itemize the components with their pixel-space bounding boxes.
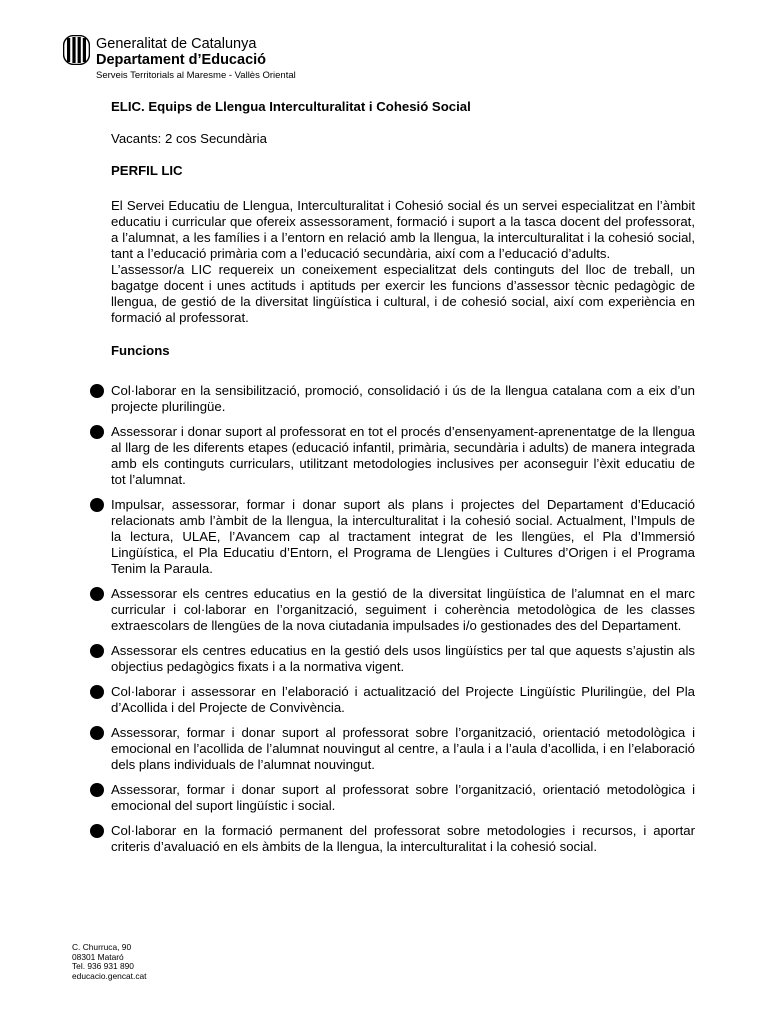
department-name: Departament d’Educació <box>96 52 267 68</box>
function-item <box>90 383 695 415</box>
function-item <box>90 684 695 716</box>
vacancies-text: Vacants: 2 cos Secundària <box>111 131 267 146</box>
profile-paragraph-1: El Servei Educatiu de Llengua, Interculturalitat i Cohesió social és un servei especialitzat en l’àmbit educatiu i curricular que ofereix assessorament, formació i suport a la tasca docent del professorat, a l’alumnat, a les famílies i a l’entorn en relació amb la llengua, la interculturalitat i la cohesió social, tant a l’educació primària com a l’educació secundària, així com a l’educació d’adults. <box>111 198 695 261</box>
function-text: Assessorar, formar i donar suport al professorat sobre l’organització, orientació metodològica i emocional en l’acollida de l’alumnat nouvingut al centre, a l’aula i a l’aula d’acollida, i en l’elaboració dels plans individuals de l’alumnat nouvingut. <box>111 725 695 772</box>
document-title: ELIC. Equips de Llengua Interculturalitat i Cohesió Social <box>111 99 471 114</box>
territorial-service: Serveis Territorials al Maresme - Vallès Oriental <box>96 70 296 81</box>
function-text: Assessorar i donar suport al professorat en tot el procés d’ensenyament-aprenentatge de la llengua al llarg de les diferents etapes (educació infantil, primària, secundària i adults) de manera integrada amb els continguts curriculars, utilitzant metodologies inclusives per aconseguir l’èxit educatiu de tot l’alumnat. <box>111 424 695 487</box>
generalitat-logo-icon <box>63 35 90 65</box>
function-item <box>90 586 695 634</box>
function-item <box>90 782 695 814</box>
bullet-icon <box>90 425 104 439</box>
functions-list <box>111 383 695 855</box>
bullet-icon <box>90 726 104 740</box>
org-name: Generalitat de Catalunya <box>96 36 257 52</box>
footer-address: C. Churruca, 90 <box>72 942 132 952</box>
profile-paragraph-2: L’assessor/a LIC requereix un coneixement especialitzat dels continguts del lloc de treball, un bagatge docent i unes actituds i aptituds per exercir les funcions d’assessor tècnic pedagògic de llengua, de gestió de la diversitat lingüística i cultural, i de cohesió social, així com experiència en formació al professorat. <box>111 262 695 325</box>
bullet-icon <box>90 587 104 601</box>
bullet-icon <box>90 644 104 658</box>
function-text: Assessorar, formar i donar suport al professorat sobre l’organització, orientació metodològica i emocional del suport lingüístic i social. <box>111 782 695 813</box>
function-item <box>90 725 695 773</box>
function-text: Assessorar els centres educatius en la gestió de la diversitat lingüística de l’alumnat en el marc curricular i col·laborar en l’organització, seguiment i coherència metodològica de les classes extraescolars de llengües de la nova ciutadania impulsades i/o gestionades des del Departament. <box>111 586 695 633</box>
function-text: Col·laborar en la sensibilització, promoció, consolidació i ús de la llengua catalana com a eix d’un projecte plurilingüe. <box>111 383 695 414</box>
document-body <box>111 99 695 864</box>
footer-website: educacio.gencat.cat <box>72 970 147 981</box>
function-item <box>90 823 695 855</box>
functions-heading: Funcions <box>111 343 170 358</box>
bullet-icon <box>90 498 104 512</box>
bullet-icon <box>90 824 104 838</box>
function-item <box>90 424 695 488</box>
profile-heading: PERFIL LIC <box>111 163 183 178</box>
function-text: Col·laborar i assessorar en l’elaboració i actualització del Projecte Lingüístic Plurilingüe, del Pla d’Acollida i del Projecte de Convivència. <box>111 684 695 715</box>
page-header <box>63 34 323 84</box>
function-text: Assessorar els centres educatius en la gestió dels usos lingüístics per tal que aquests s’ajustin als objectius pedagògics fixats i a la normativa vigent. <box>111 643 695 674</box>
function-text: Col·laborar en la formació permanent del professorat sobre metodologies i recursos, i aportar criteris d’avaluació en els àmbits de la llengua, la interculturalitat i la cohesió social. <box>111 823 695 854</box>
function-text: Impulsar, assessorar, formar i donar suport als plans i projectes del Departament d’Educació relacionats amb l’àmbit de la llengua, la interculturalitat i la cohesió social. Actualment, l’Impuls de la lectura, ULAE, l’Avancem cap al tractament integrat de les llengües, el Pla d’Immersió Lingüística, el Pla Educatiu d’Entorn, el Programa de Llengües i Cultures d’Origen i el Programa Tenim la Paraula. <box>111 497 695 576</box>
bullet-icon <box>90 384 104 398</box>
page-footer <box>72 943 147 981</box>
function-item <box>90 497 695 577</box>
bullet-icon <box>90 783 104 797</box>
footer-phone: Tel. 936 931 890 <box>72 961 134 972</box>
footer-city: 08301 Mataró <box>72 951 124 962</box>
bullet-icon <box>90 685 104 699</box>
function-item <box>90 643 695 675</box>
